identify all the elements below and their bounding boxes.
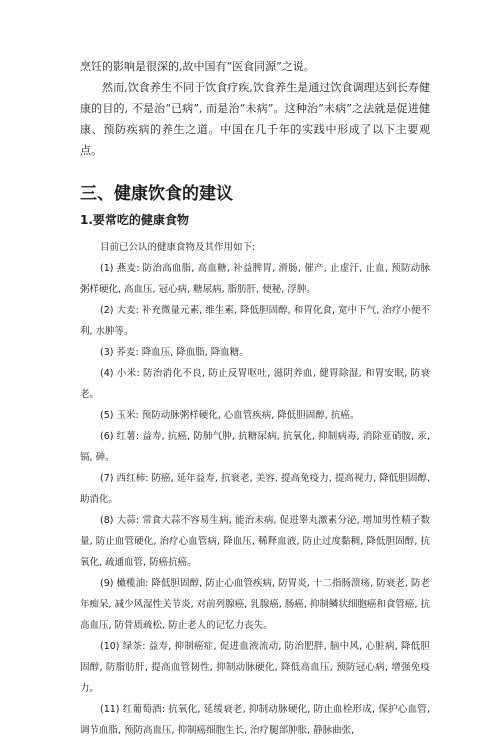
- list-item: (4) 小米: 防治消化不良, 防止反胃呕吐, 滋阴养血, 健胃除湿, 和胃安眠, 防衰老。: [80, 368, 430, 400]
- list-item: (5) 玉米: 预防动脉粥样硬化, 心血管疾病, 降低胆固醇, 抗癌。: [100, 410, 360, 421]
- food-list: [80, 237, 430, 741]
- list-item: (2) 大麦: 补充微量元素, 维生素, 降低胆固醇, 和胃化食, 宽中下气, 治疗小便不利, 水肿等。: [80, 305, 430, 337]
- list-item: (1) 燕麦: 防治高血脂, 高血糖, 补益脾胃, 滑肠, 催产, 止虚汗, 止血, 预防动脉粥样硬化, 高血压, 冠心病, 糖尿病, 脂肪肝, 便秘, 浮肿。: [80, 263, 430, 295]
- list-item: (6) 红薯: 益寿, 抗癌, 防肺气肿, 抗糖尿病, 抗氧化, 抑制病毒, 消除亚硝胺, 汞, 镉, 砷。: [80, 431, 430, 463]
- list-lead: 目前已公认的健康食物及其作用如下:: [100, 242, 256, 253]
- list-item: (7) 西红柿: 防癌, 延年益寿, 抗衰老, 美容, 提高免疫力, 提高视力, 降低胆固醇, 助消化。: [80, 473, 430, 505]
- list-item: (8) 大蒜: 常食大蒜不容易生病, 能治未病, 促进睾丸激素分泌, 增加男性精子数量, 防止血管硬化, 治疗心血管病, 降血压, 稀释血液, 防止过度黏稠, 降低胆固醇, 抗氧化, 疏通血管, 防癌抗癌。: [80, 515, 430, 568]
- intro-paragraph-1: 烹饪的影响是很深的,故中国有“医食同源”之说。: [80, 60, 315, 73]
- list-item: (9) 橄榄油: 降低胆固醇, 防止心血管疾病, 防胃炎, 十二指肠溃疡, 防衰老, 防老年痴呆, 减少风湿性关节炎, 对前列腺癌, 乳腺癌, 肠癌, 抑制鳞状细胞癌和食管癌, 抗高血压, 防骨质疏松, 防止老人的记忆力丧失。: [80, 578, 430, 631]
- subsection-heading: 1.要常吃的健康食物: [80, 213, 189, 227]
- intro-block: [80, 56, 430, 161]
- intro-paragraph-2: 然而,饮食养生不同于饮食疗疾,饮食养生是通过饮食调理达到长寿健康的目的, 不是治“已病”, 而是治“未病”。这种治“未病”之法就是促进健康、预防疾病的养生之道。中国在几千年的实践中形成了以下主要观点。: [80, 81, 430, 157]
- list-item: (3) 荞麦: 降血压, 降血脂, 降血糖。: [100, 347, 249, 358]
- list-item: (11) 红葡萄酒: 抗氧化, 延缓衰老, 抑制动脉硬化, 防止血栓形成, 保护心血管, 调节血脂, 预防高血压, 抑制癌细胞生长, 治疗腿部肿胀, 静脉曲张,: [80, 704, 430, 736]
- list-item: (10) 绿茶: 益寿, 抑制癌症, 促进血液流动, 防治肥胖, 脑中风, 心脏病, 降低胆固醇, 防脂肪肝, 提高血管韧性, 抑制动脉硬化, 降低高血压, 预防冠心病, 增强免疫力。: [80, 641, 430, 694]
- section-heading: 三、健康饮食的建议: [80, 184, 233, 204]
